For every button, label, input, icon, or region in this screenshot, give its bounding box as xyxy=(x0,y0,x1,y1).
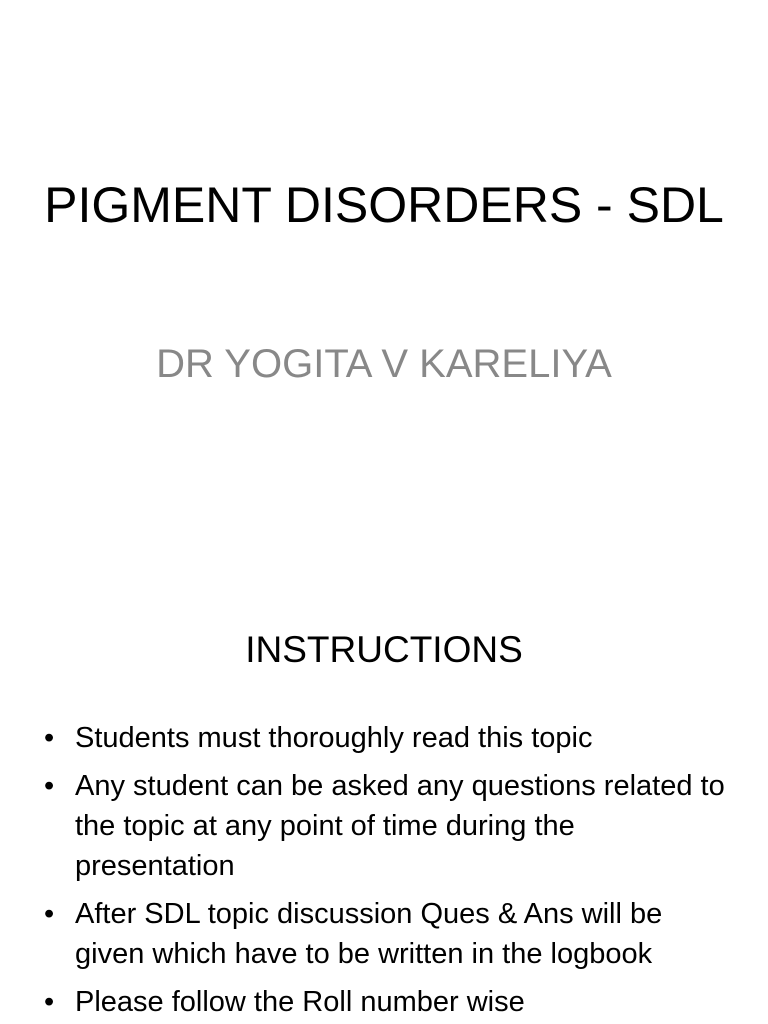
instructions-slide xyxy=(0,590,768,1024)
slide-title: PIGMENT DISORDERS - SDL xyxy=(44,177,724,233)
bullet-icon: • xyxy=(44,722,55,754)
list-item xyxy=(0,766,768,886)
bullet-icon: • xyxy=(44,770,55,802)
slide-subtitle-author: DR YOGITA V KARELIYA xyxy=(156,342,612,386)
list-item xyxy=(0,718,768,758)
instructions-heading: INSTRUCTIONS xyxy=(245,629,523,670)
list-item-text: Any student can be asked any questions related to the topic at any point of time during the presentation xyxy=(75,770,725,882)
list-item xyxy=(0,982,768,1022)
bullet-icon: • xyxy=(44,986,55,1018)
bullet-icon: • xyxy=(44,898,55,930)
list-item-text: Please follow the Roll number wise xyxy=(75,986,525,1018)
list-item-text: Students must thoroughly read this topic xyxy=(75,722,593,754)
list-item xyxy=(0,894,768,974)
list-item-text: After SDL topic discussion Ques & Ans will be given which have to be written in the logbook xyxy=(75,898,663,970)
instructions-list xyxy=(0,718,768,1024)
